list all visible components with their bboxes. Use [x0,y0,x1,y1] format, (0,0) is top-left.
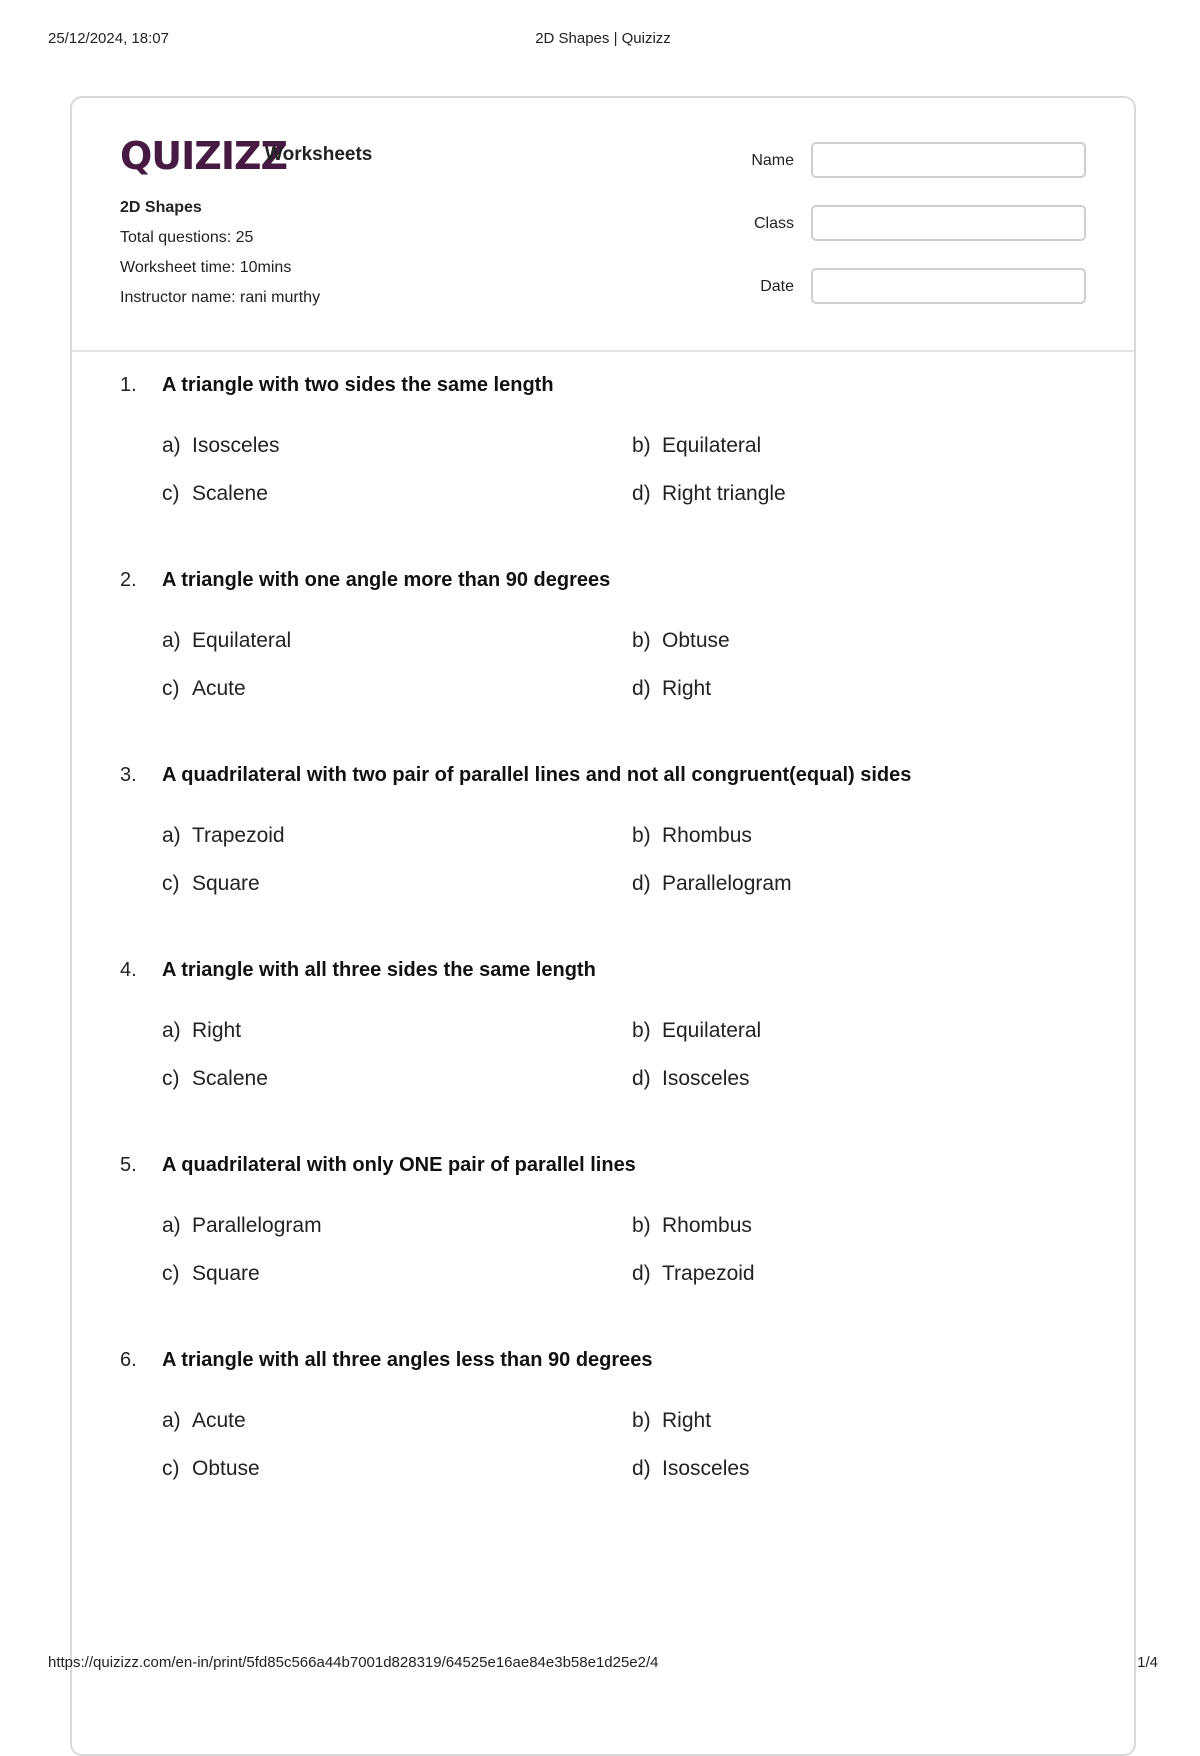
option-letter: d) [632,1262,651,1285]
option-letter: d) [632,872,651,895]
option-letter: a) [162,1019,181,1042]
option-text: Scalene [192,482,268,505]
option-letter: a) [162,629,181,652]
print-footer [48,1654,1158,1674]
option-text: Square [192,872,260,895]
option-letter: b) [632,1019,651,1042]
option-c[interactable] [162,872,260,902]
worksheet-time: Worksheet time: 10mins [120,259,292,276]
option-d[interactable] [632,1457,750,1487]
option-text: Obtuse [192,1457,260,1480]
question-number: 4. [120,959,137,981]
option-letter: a) [162,434,181,457]
question-item [120,764,1090,959]
option-letter: b) [632,629,651,652]
option-c[interactable] [162,482,268,512]
logo-wordmark: QUIZIZZ [120,134,288,178]
option-a[interactable] [162,434,280,464]
option-letter: b) [632,1409,651,1432]
student-fields [706,142,1086,331]
option-letter: b) [632,434,651,457]
option-c[interactable] [162,677,246,707]
question-text: A quadrilateral with two pair of parallel lines and not all congruent(equal) sides [162,764,912,786]
question-number: 3. [120,764,137,786]
question-text: A triangle with all three angles less than 90 degrees [162,1349,653,1371]
date-field[interactable] [811,268,1086,304]
option-letter: c) [162,1457,180,1480]
option-letter: b) [632,1214,651,1237]
option-text: Equilateral [192,629,292,652]
option-d[interactable] [632,1067,750,1097]
option-c[interactable] [162,1067,268,1097]
option-b[interactable] [632,1214,752,1244]
option-text: Right [662,1409,712,1432]
option-b[interactable] [632,1019,761,1049]
option-c[interactable] [162,1457,260,1487]
option-letter: c) [162,872,180,895]
name-field[interactable] [811,142,1086,178]
question-text: A quadrilateral with only ONE pair of parallel lines [162,1154,636,1176]
option-letter: a) [162,1214,181,1237]
option-letter: a) [162,1409,181,1432]
question-item [120,1349,1090,1544]
option-a[interactable] [162,1409,246,1439]
option-letter: d) [632,482,651,505]
option-text: Rhombus [662,824,752,847]
date-label: Date [760,278,794,295]
total-questions: Total questions: 25 [120,229,254,246]
option-letter: c) [162,1067,180,1090]
option-letter: c) [162,677,180,700]
option-b[interactable] [632,434,761,464]
option-a[interactable] [162,629,291,659]
option-b[interactable] [632,824,752,854]
option-letter: d) [632,677,651,700]
option-b[interactable] [632,629,730,659]
option-letter: d) [632,1457,651,1480]
print-header [48,30,1158,50]
option-text: Isosceles [662,1457,750,1480]
print-url: https://quizizz.com/en-in/print/5fd85c566a44b7001d828319/64525e16ae84e3b58e1d25e2/4 [48,1654,659,1671]
question-item [120,569,1090,764]
question-number: 1. [120,374,137,396]
option-text: Parallelogram [662,872,792,895]
option-a[interactable] [162,1019,241,1049]
class-label: Class [753,215,794,232]
name-label: Name [751,152,794,169]
option-text: Equilateral [662,434,762,457]
question-number: 6. [120,1349,137,1371]
option-text: Acute [192,1409,246,1432]
question-text: A triangle with two sides the same length [162,374,554,396]
option-text: Trapezoid [192,824,285,847]
option-text: Obtuse [662,629,730,652]
question-text: A triangle with one angle more than 90 degrees [162,569,611,591]
print-title: 2D Shapes | Quizizz [535,30,671,47]
question-list [120,374,1090,1544]
option-letter: d) [632,1067,651,1090]
option-letter: b) [632,824,651,847]
option-a[interactable] [162,1214,322,1244]
name-row [706,142,1086,205]
option-letter: a) [162,824,181,847]
logo-subtitle: Worksheets [265,144,373,165]
option-text: Square [192,1262,260,1285]
option-letter: c) [162,482,180,505]
print-timestamp: 25/12/2024, 18:07 [48,30,169,47]
option-text: Equilateral [662,1019,762,1042]
date-row [706,268,1086,331]
instructor-name: Instructor name: rani murthy [120,289,321,306]
page-number: 1/4 [1137,1654,1158,1671]
option-text: Right triangle [662,482,786,505]
option-d[interactable] [632,1262,755,1292]
question-number: 5. [120,1154,137,1176]
option-a[interactable] [162,824,285,854]
question-item [120,374,1090,569]
question-item [120,959,1090,1154]
option-text: Isosceles [192,434,280,457]
option-text: Rhombus [662,1214,752,1237]
worksheet-header [72,98,1134,352]
worksheet-title: 2D Shapes [120,199,202,216]
class-field[interactable] [811,205,1086,241]
class-row [706,205,1086,268]
option-b[interactable] [632,1409,711,1439]
option-text: Right [192,1019,242,1042]
option-text: Right [662,677,712,700]
option-d[interactable] [632,677,711,707]
option-text: Scalene [192,1067,268,1090]
option-text: Acute [192,677,246,700]
question-text: A triangle with all three sides the same length [162,959,596,981]
option-text: Isosceles [662,1067,750,1090]
option-c[interactable] [162,1262,260,1292]
option-letter: c) [162,1262,180,1285]
question-item [120,1154,1090,1349]
worksheet-meta [120,198,320,318]
option-text: Trapezoid [662,1262,755,1285]
question-number: 2. [120,569,137,591]
option-text: Parallelogram [192,1214,322,1237]
option-d[interactable] [632,482,786,512]
worksheet [70,96,1136,1756]
option-d[interactable] [632,872,792,902]
